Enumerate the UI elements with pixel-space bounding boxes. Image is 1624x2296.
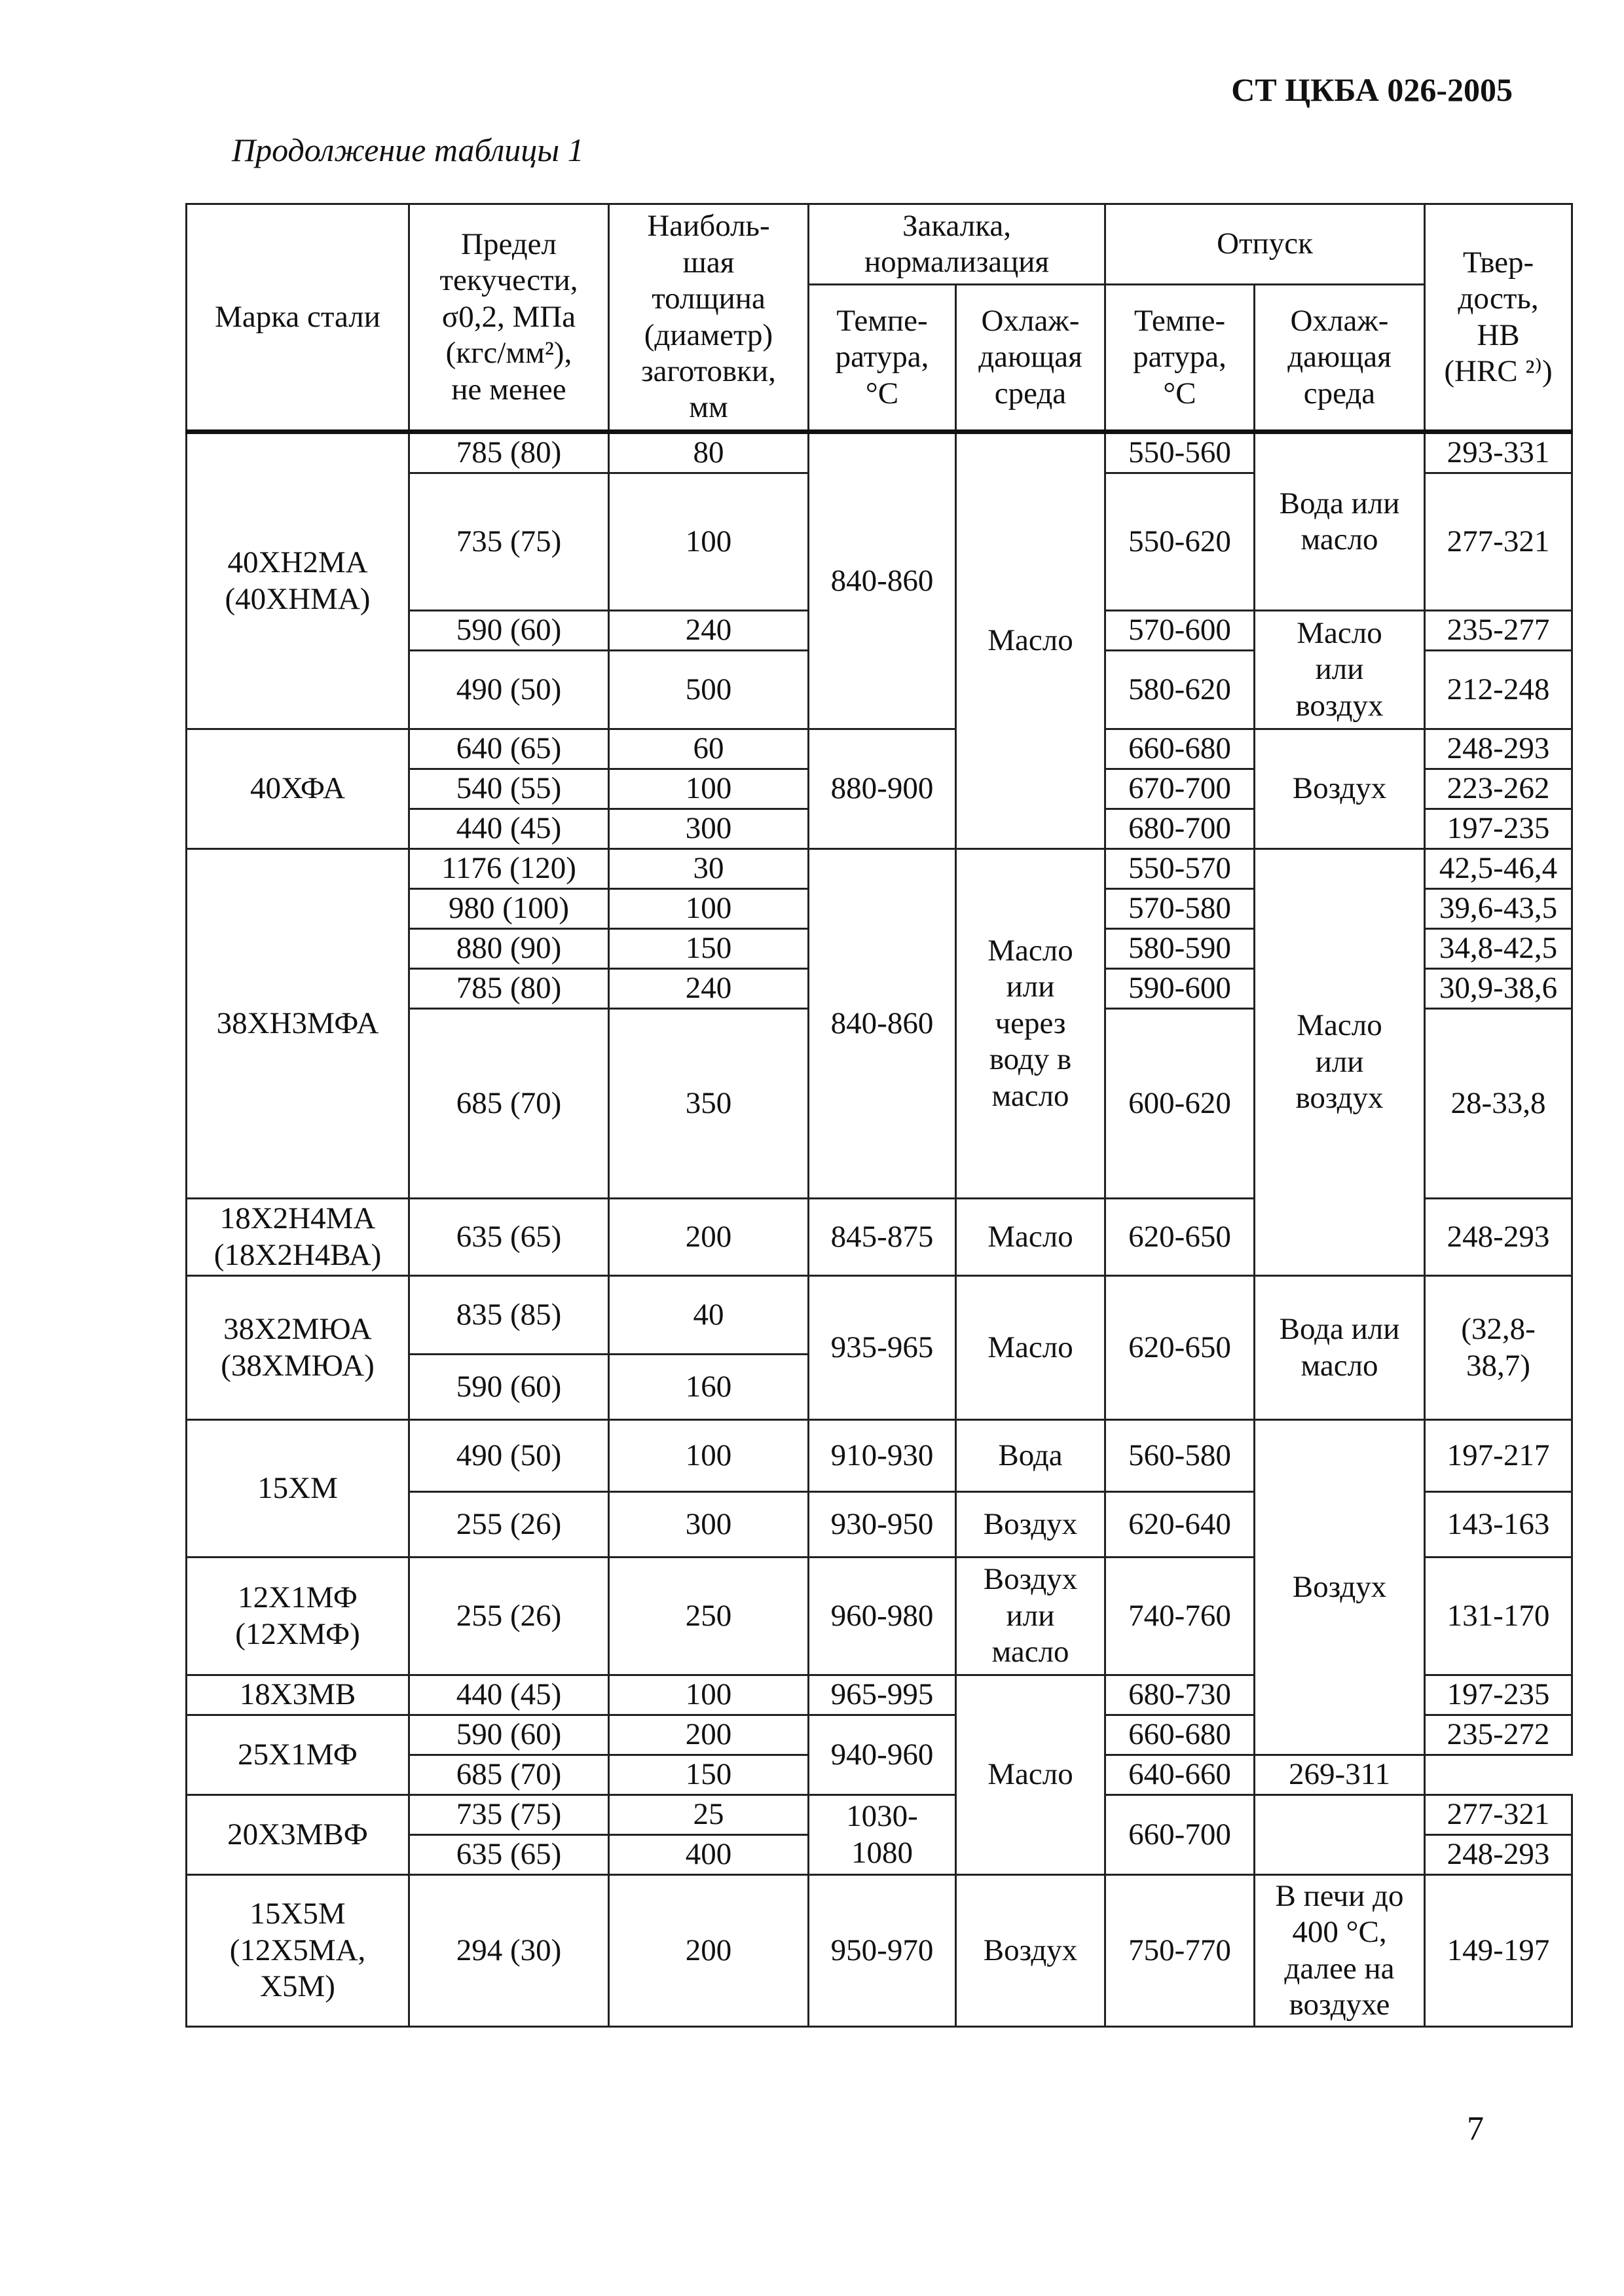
table-cell: 550-570 [1105, 849, 1255, 889]
table-cell: 930-950 [809, 1492, 956, 1558]
table-cell: Воздух [956, 1492, 1105, 1558]
table-cell: 150 [609, 929, 809, 969]
table-cell: 30,9-38,6 [1425, 969, 1572, 1009]
table-cell: 635 (65) [409, 1835, 609, 1875]
grade-cell: 25Х1МФ [187, 1715, 409, 1795]
table-cell: 590 (60) [409, 1715, 609, 1755]
table-cell: Масло [956, 1199, 1105, 1276]
table-cell: 620-640 [1105, 1492, 1255, 1558]
table-cell: 25 [609, 1795, 809, 1835]
table-cell: 400 [609, 1835, 809, 1875]
table-cell: 235-277 [1425, 611, 1572, 651]
table-cell: 950-970 [809, 1875, 956, 2027]
table-cell: 200 [609, 1875, 809, 2027]
grade-cell: 15ХМ [187, 1420, 409, 1558]
table-cell: Воздух [1255, 1420, 1425, 1755]
header-yield-strength: Предел текучести, σ0,2, МПа (кгс/мм²), не менее [409, 204, 609, 432]
table-cell: 910-930 [809, 1420, 956, 1492]
table-cell: Масло [956, 432, 1105, 849]
table-cell: 42,5-46,4 [1425, 849, 1572, 889]
table-cell: 240 [609, 969, 809, 1009]
grade-cell: 38Х2МЮА (38ХМЮА) [187, 1276, 409, 1420]
grade-cell: 40ХН2МА (40ХНМА) [187, 432, 409, 729]
table-cell: 30 [609, 849, 809, 889]
table-cell: Вода или масло [1255, 432, 1425, 611]
table-cell: 255 (26) [409, 1558, 609, 1675]
table-cell: Воздух [1255, 729, 1425, 849]
page-number: 7 [1467, 2110, 1484, 2147]
table-cell: 277-321 [1425, 1795, 1572, 1835]
table-cell: 40 [609, 1276, 809, 1355]
table-cell: 540 (55) [409, 769, 609, 809]
header-temper-medium: Охлаж- дающая среда [1255, 285, 1425, 432]
grade-cell: 12Х1МФ (12ХМФ) [187, 1558, 409, 1675]
table-cell: 590 (60) [409, 611, 609, 651]
table-cell: 200 [609, 1715, 809, 1755]
table-cell: 160 [609, 1355, 809, 1420]
table-cell: 197-235 [1425, 809, 1572, 849]
grade-cell: 20Х3МВФ [187, 1795, 409, 1875]
header-quench-group: Закалка, нормализация [809, 204, 1105, 285]
table-cell: 840-860 [809, 432, 956, 729]
header-hardness: Твер- дость, НВ (HRC ²⁾) [1425, 204, 1572, 432]
table-cell: 34,8-42,5 [1425, 929, 1572, 969]
table-cell: Масло [956, 1675, 1105, 1875]
table-cell: 200 [609, 1199, 809, 1276]
table-cell: 660-680 [1105, 729, 1255, 769]
table-cell: 1176 (120) [409, 849, 609, 889]
table-cell: 740-760 [1105, 1558, 1255, 1675]
table-cell: 100 [609, 1420, 809, 1492]
table-cell: 250 [609, 1558, 809, 1675]
table-cell: 100 [609, 889, 809, 929]
table-cell: 680-700 [1105, 809, 1255, 849]
table-cell: 440 (45) [409, 809, 609, 849]
table-cell: 300 [609, 809, 809, 849]
table-cell: 197-217 [1425, 1420, 1572, 1492]
table-cell: 940-960 [809, 1715, 956, 1795]
table-cell: 980 (100) [409, 889, 609, 929]
table-cell: 635 (65) [409, 1199, 609, 1276]
table-cell: 620-650 [1105, 1199, 1255, 1276]
table-cell: 735 (75) [409, 1795, 609, 1835]
table-cell: 600-620 [1105, 1009, 1255, 1199]
table-cell: 670-700 [1105, 769, 1255, 809]
table-cell: 680-730 [1105, 1675, 1255, 1715]
grade-cell: 18Х3МВ [187, 1675, 409, 1715]
table-cell: 143-163 [1425, 1492, 1572, 1558]
table-cell: 550-560 [1105, 432, 1255, 473]
table-cell: Воздух или масло [956, 1558, 1105, 1675]
table-cell: 248-293 [1425, 1199, 1572, 1276]
table-cell: 149-197 [1425, 1875, 1572, 2027]
table-cell: 294 (30) [409, 1875, 609, 2027]
table-cell: 590-600 [1105, 969, 1255, 1009]
table-cell: 640-660 [1105, 1755, 1255, 1795]
table-cell: 490 (50) [409, 651, 609, 729]
table-cell: 750-770 [1105, 1875, 1255, 2027]
table-cell: 660-680 [1105, 1715, 1255, 1755]
table-cell: 560-580 [1105, 1420, 1255, 1492]
table-cell: В печи до 400 °С, далее на воздухе [1255, 1875, 1425, 2027]
header-quench-medium: Охлаж- дающая среда [956, 285, 1105, 432]
table-cell: 580-590 [1105, 929, 1255, 969]
header-quench-temp: Темпе- ратура, °С [809, 285, 956, 432]
table-cell: 80 [609, 432, 809, 473]
table-cell: 293-331 [1425, 432, 1572, 473]
table-cell: 840-860 [809, 849, 956, 1199]
grade-cell: 15Х5М (12Х5МА, Х5М) [187, 1875, 409, 2027]
table-cell: 785 (80) [409, 432, 609, 473]
table-cell: 440 (45) [409, 1675, 609, 1715]
table-cell: 570-600 [1105, 611, 1255, 651]
table-cell: 685 (70) [409, 1009, 609, 1199]
table-cell: 300 [609, 1492, 809, 1558]
table-cell: 100 [609, 769, 809, 809]
table-cell: 131-170 [1425, 1558, 1572, 1675]
table-cell: 685 (70) [409, 1755, 609, 1795]
table-cell [1255, 1795, 1425, 1875]
table-cell: 570-580 [1105, 889, 1255, 929]
table-cell: 580-620 [1105, 651, 1255, 729]
table-cell: 960-980 [809, 1558, 956, 1675]
steel-heat-treatment-table [185, 203, 1573, 2028]
table-cell: (32,8- 38,7) [1425, 1276, 1572, 1420]
table-cell: 1030- 1080 [809, 1795, 956, 1875]
table-cell: 785 (80) [409, 969, 609, 1009]
table-cell: 590 (60) [409, 1355, 609, 1420]
table-cell: Воздух [956, 1875, 1105, 2027]
table-cell: 735 (75) [409, 473, 609, 611]
table-cell: 60 [609, 729, 809, 769]
table-cell: 880-900 [809, 729, 956, 849]
table-cell: 39,6-43,5 [1425, 889, 1572, 929]
table-cell: 223-262 [1425, 769, 1572, 809]
table-cell: 255 (26) [409, 1492, 609, 1558]
table-cell: 845-875 [809, 1199, 956, 1276]
table-cell: 350 [609, 1009, 809, 1199]
table-cell: 660-700 [1105, 1795, 1255, 1875]
table-cell: 550-620 [1105, 473, 1255, 611]
table-cell: Масло или через воду в масло [956, 849, 1105, 1199]
table-cell: 100 [609, 1675, 809, 1715]
table-cell: 269-311 [1255, 1755, 1425, 1795]
continuation-caption: Продолжение таблицы 1 [232, 132, 584, 168]
table-cell: 640 (65) [409, 729, 609, 769]
table-cell: 500 [609, 651, 809, 729]
header-max-thickness: Наиболь- шая толщина (диаметр) заготовки, мм [609, 204, 809, 432]
table-cell: 880 (90) [409, 929, 609, 969]
table-cell: 235-272 [1425, 1715, 1572, 1755]
table-cell: Масло или воздух [1255, 849, 1425, 1276]
document-code: СТ ЦКБА 026-2005 [1231, 71, 1513, 108]
table-cell: 620-650 [1105, 1276, 1255, 1420]
table-cell: Масло или воздух [1255, 611, 1425, 729]
table-cell: Вода или масло [1255, 1276, 1425, 1420]
grade-cell: 38ХН3МФА [187, 849, 409, 1199]
table-cell: Масло [956, 1276, 1105, 1420]
grade-cell: 40ХФА [187, 729, 409, 849]
table-cell: 935-965 [809, 1276, 956, 1420]
table-cell: 965-995 [809, 1675, 956, 1715]
table-cell: 150 [609, 1755, 809, 1795]
table-cell: 197-235 [1425, 1675, 1572, 1715]
table-cell: 490 (50) [409, 1420, 609, 1492]
table-cell: 248-293 [1425, 1835, 1572, 1875]
table-cell: 240 [609, 611, 809, 651]
table-cell: 248-293 [1425, 729, 1572, 769]
header-temper-group: Отпуск [1105, 204, 1425, 285]
grade-cell: 18Х2Н4МА (18Х2Н4ВА) [187, 1199, 409, 1276]
header-temper-temp: Темпе- ратура, °С [1105, 285, 1255, 432]
table-cell: Вода [956, 1420, 1105, 1492]
table-cell: 212-248 [1425, 651, 1572, 729]
table-cell: 835 (85) [409, 1276, 609, 1355]
table-cell: 28-33,8 [1425, 1009, 1572, 1199]
header-grade: Марка стали [187, 204, 409, 432]
table-cell: 100 [609, 473, 809, 611]
table-cell: 277-321 [1425, 473, 1572, 611]
